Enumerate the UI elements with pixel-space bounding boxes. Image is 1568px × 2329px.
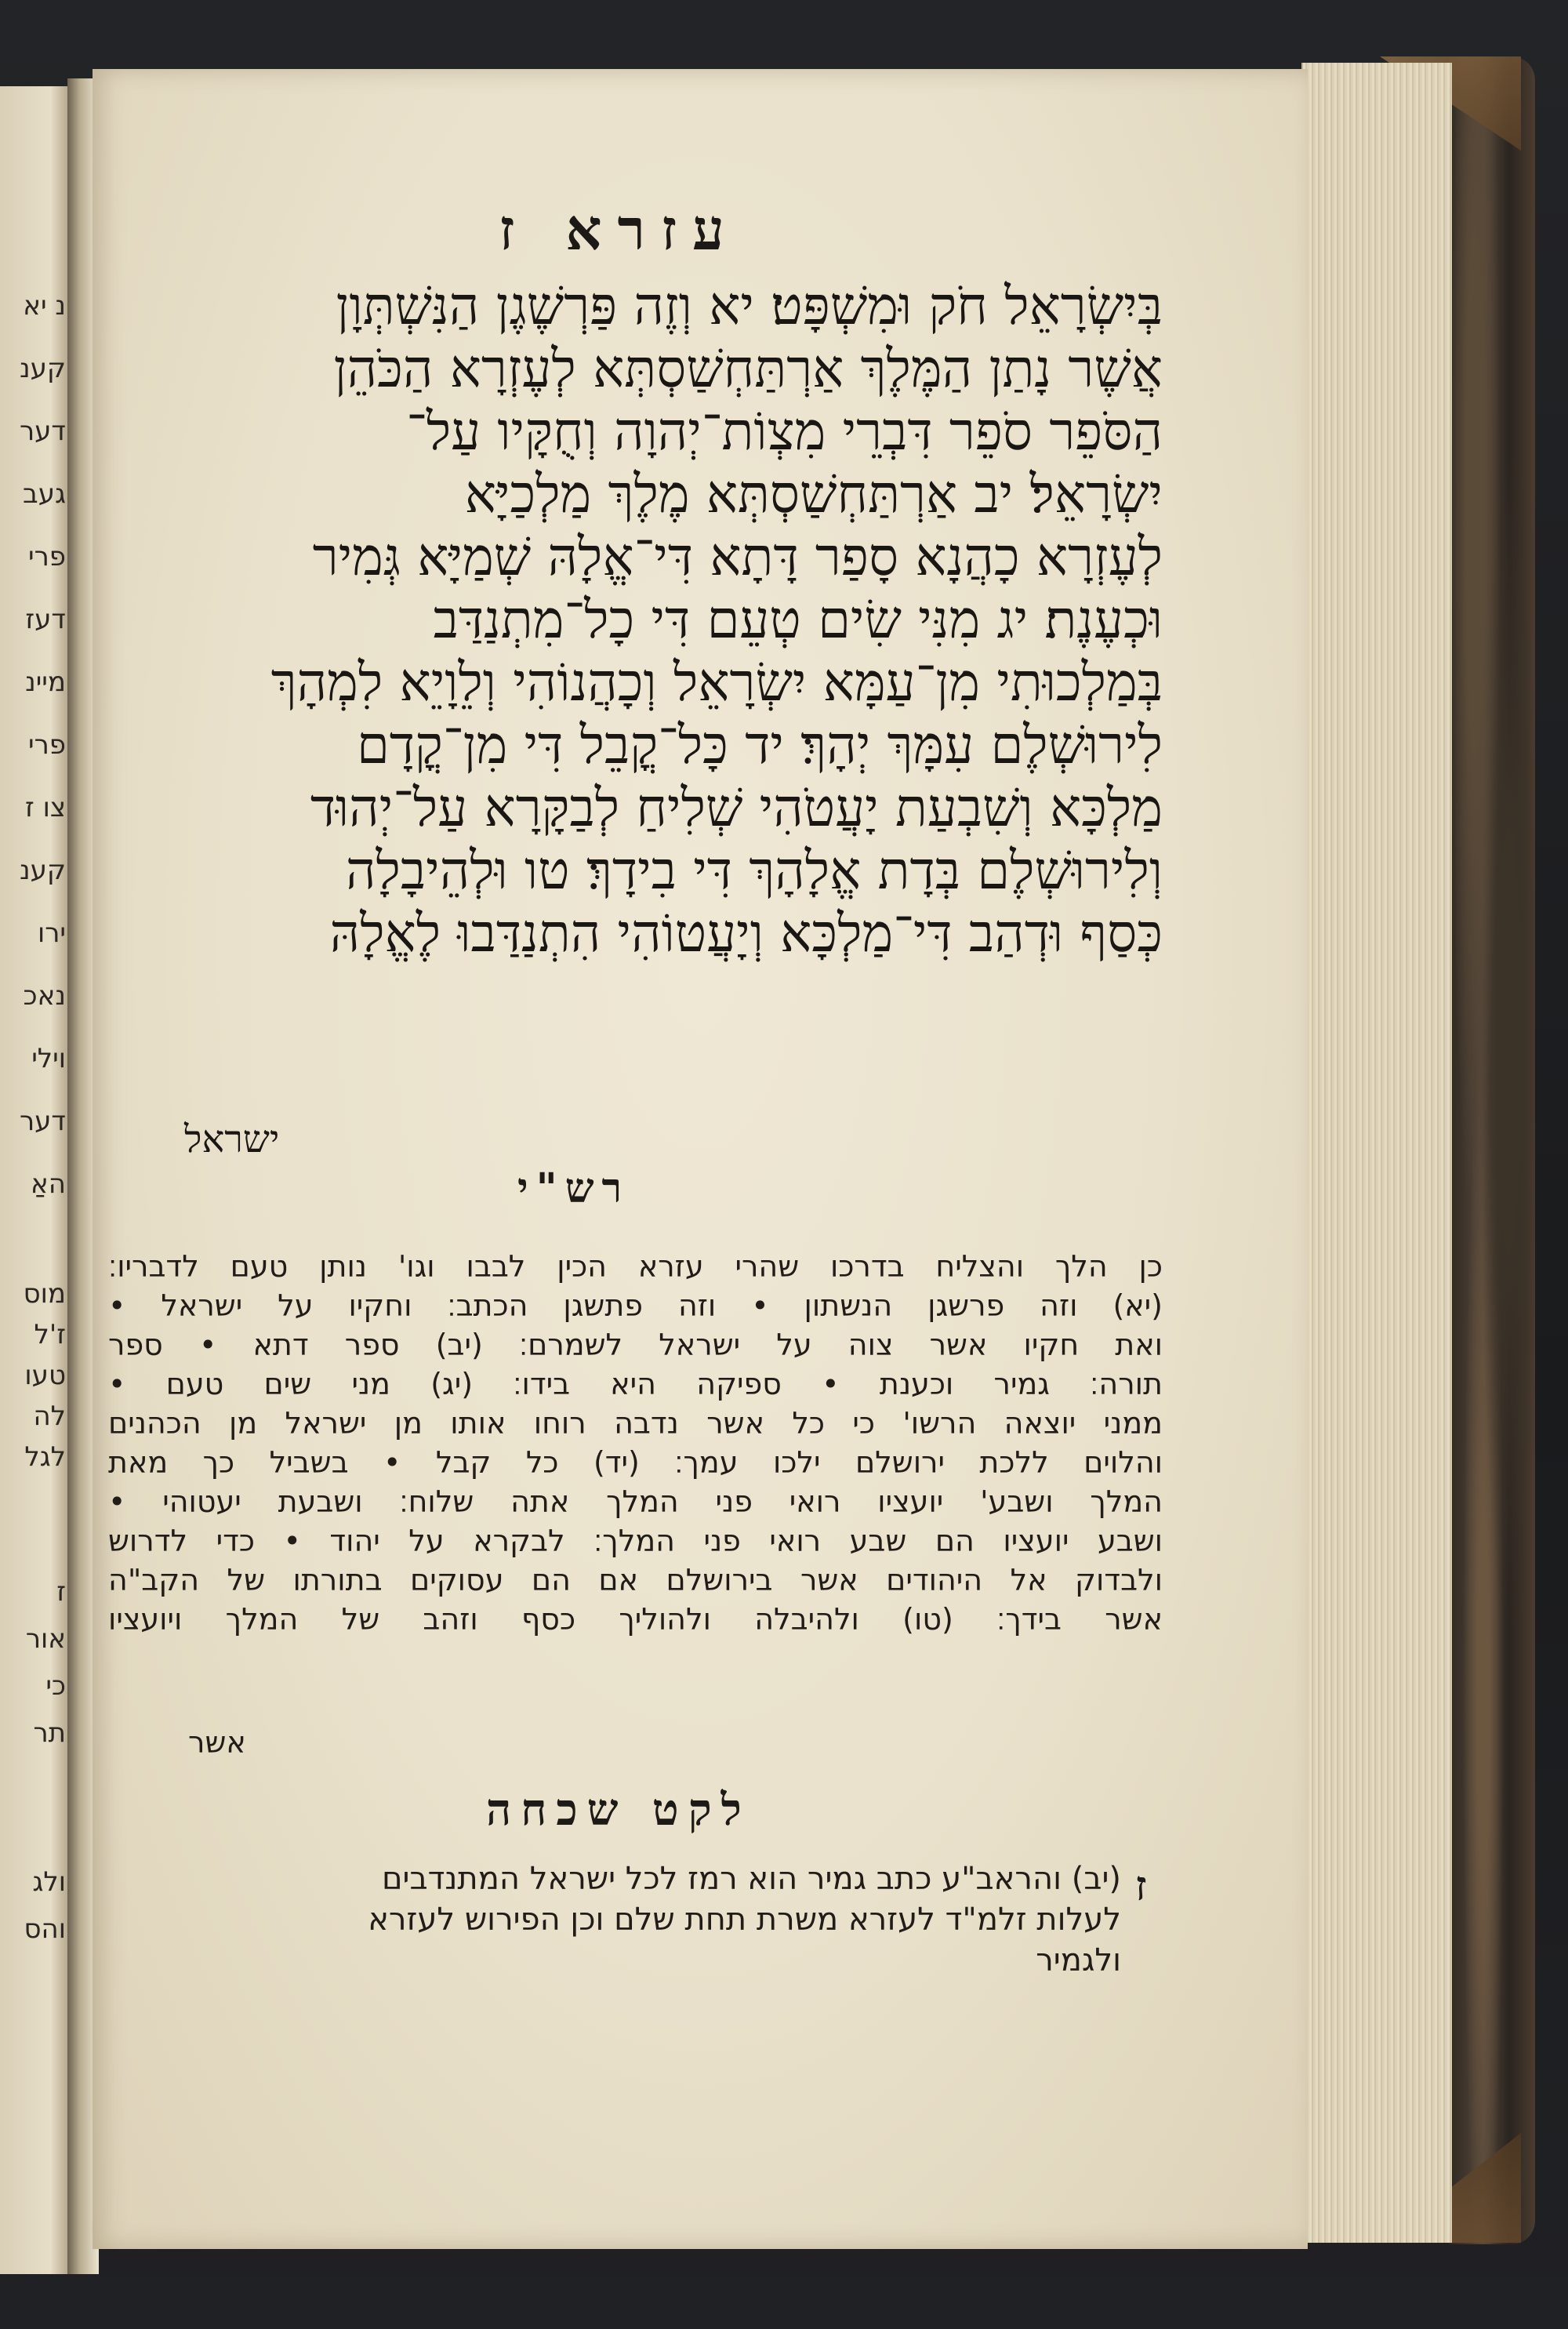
left-page-fragment: תר (33, 1717, 66, 1749)
rashi-line: תורה׃ גמיר וכענת • ספיקה היא בידו׃ (יג) מני שים טעם • (108, 1367, 1163, 1401)
left-page-fragment: לגל (24, 1441, 66, 1473)
left-page-fragment: דער (19, 1106, 66, 1137)
main-text-line: הַסֹּפֵר סֹפֵר דִּבְרֵי מִצְוֹת־יְהוָה וְחֻקָּיו עַל־ (406, 401, 1163, 462)
left-page-fragment: וילי (31, 1043, 66, 1074)
left-page-fragment: פרי (27, 541, 66, 572)
rashi-line: ושבע יועציו הם שבע רואי פני המלך׃ לבקרא על יהוד • כדי לדרוש (108, 1524, 1163, 1558)
main-catchword: ישראל (184, 1117, 280, 1161)
left-page-fragment: דעז (25, 604, 66, 635)
page-header: עזרא ז (499, 196, 740, 263)
page-stack-edges (1301, 63, 1452, 2243)
left-page-fragment: מיינ (25, 667, 66, 698)
main-text-line: וְלִירוּשְׁלֶם בְּדָת אֱלָהָךְ דִּי בִידָךְ׃ טו וּלְהֵיבָלָה (345, 840, 1163, 901)
main-text-line: וּכְעֶנֶת׃ יג מִנִּי שִׂים טְעֵם דִּי כָל־מִתְנַדַּב (433, 589, 1163, 650)
left-page-fragment: האַ (31, 1168, 66, 1200)
rashi-line: והלוים ללכת ירושלם ילכו עמך׃ (יד) כל קבל • בשביל כך מאת (108, 1445, 1163, 1480)
left-page-fragment: צו ז (24, 792, 66, 823)
left-page-fragment: טעו (24, 1360, 66, 1391)
rashi-line: (יא) וזה פרשגן הנשתון • וזה פתשגן הכתב׃ וחקיו על ישראל • (108, 1288, 1163, 1323)
main-text-line: אֲשֶׁר נָתַן הַמֶּלֶךְ אַרְתַּחְשַׁסְתְּא לְעֶזְרָא הַכֹּהֵן (333, 338, 1163, 399)
left-page-fragment: כי (45, 1670, 66, 1702)
main-text-line: מַלְכָּא וְשִׁבְעַת יָעֲטֹהִי שְׁלִיחַ לְבַקָּרָא עַל־יְהוּד (310, 777, 1163, 838)
rashi-catchword: אשר (188, 1725, 246, 1760)
rashi-line: המלך ושבע' יועציו רואי פני המלך אתה שלוח׃ ושבעת יעטוהי • (108, 1484, 1163, 1519)
left-page-fragment: ולג (32, 1866, 66, 1898)
main-text-line: יִשְׂרָאֵל׃ יב אַרְתַּחְשַׁסְתְּא מֶלֶךְ מַלְכַיָּא (464, 463, 1163, 525)
main-text-line: לִירוּשְׁלֶם עִמָּךְ יְהָךְ׃ יד כָּל־קֳבֵל דִּי מִן־קֳדָם (356, 714, 1163, 776)
main-text-line: בְּמַלְכוּתִי מִן־עַמָּא יִשְׂרָאֵל וְכָהֲנוֹהִי וְלֵוָיֵא לִמְהָךְ (270, 652, 1163, 713)
left-page-sliver (0, 86, 72, 2274)
lekat-shikhcha-heading: לקט שכחה (486, 1784, 751, 1836)
rashi-line: ממני יוצאה הרשו' כי כל אשר נדבה רוחו אותו מן ישראל מן הכהנים (108, 1406, 1163, 1441)
left-page-fragment: ז'ל (34, 1319, 66, 1350)
main-text-line: לְעֶזְרָא כָהֲנָא סָפַר דָּתָא דִּי־אֱלָהּ שְׁמַיָּא גְּמִיר (312, 526, 1163, 587)
rashi-line: ואת חקיו אשר צוה על ישראל לשמרם׃ (יב) ספר דתא • ספר (108, 1328, 1163, 1362)
marbled-cover-board (1449, 56, 1535, 2244)
rashi-line: כן הלך והצליח בדרכו שהרי עזרא הכין לבבו וגו' נותן טעם לדבריו׃ (108, 1249, 1163, 1284)
left-page-fragment: אור (25, 1623, 66, 1655)
left-page-fragment: קענ (19, 855, 66, 886)
left-page-fragment: קענ (19, 353, 66, 384)
lekat-shikhcha-text (133, 1858, 1121, 1981)
rashi-commentary (108, 1247, 1163, 1639)
left-page-fragment: לה (33, 1401, 66, 1432)
rashi-heading: רש"י (517, 1164, 630, 1212)
rashi-line: אשר בידך׃ (טו) ולהיבלה ולהוליך כסף וזהב של המלך ויועציו (108, 1602, 1163, 1637)
lekat-shikhcha-line: לעלות זלמ"ד לעזרא משרת תחת שלם וכן הפירוש לעזרא (368, 1902, 1121, 1938)
left-page-fragment: דער (19, 416, 66, 447)
left-page-fragment: נאכ (23, 980, 66, 1012)
main-text-line: כְּסַף וּדְהַב דִּי־מַלְכָּא וְיָעֲטוֹהִי הִתְנַדַּבוּ לֶאֱלָהּ (329, 903, 1163, 964)
left-page-fragment: והס (24, 1913, 66, 1945)
left-page-fragment: פרי (27, 729, 66, 761)
left-page-fragment: נ יא (23, 290, 66, 322)
left-page-fragment: געב (23, 478, 66, 510)
main-text-line: בְּיִשְׂרָאֵל חֹק וּמִשְׁפָּט׃ יא וְזֶה פַּרְשֶׁגֶן הַנִּשְׁתְּוָן (336, 275, 1163, 336)
left-page-fragment: ז (56, 1576, 66, 1608)
main-text-block (108, 274, 1163, 965)
lekat-shikhcha-line: (יב) והראב"ע כתב גמיר הוא רמז לכל ישראל המתנדבים (381, 1861, 1121, 1897)
rashi-line: ולבדוק אל היהודים אשר בירושלם אם הם עסוקים בתורתו של הקב"ה (108, 1563, 1163, 1597)
left-page-fragment: מוס (23, 1278, 66, 1310)
left-page-fragment: ירו (37, 917, 66, 949)
lekat-shikhcha-line: ולגמיר (1036, 1942, 1121, 1978)
lekat-shikhcha-marker: ז (1135, 1862, 1147, 1910)
